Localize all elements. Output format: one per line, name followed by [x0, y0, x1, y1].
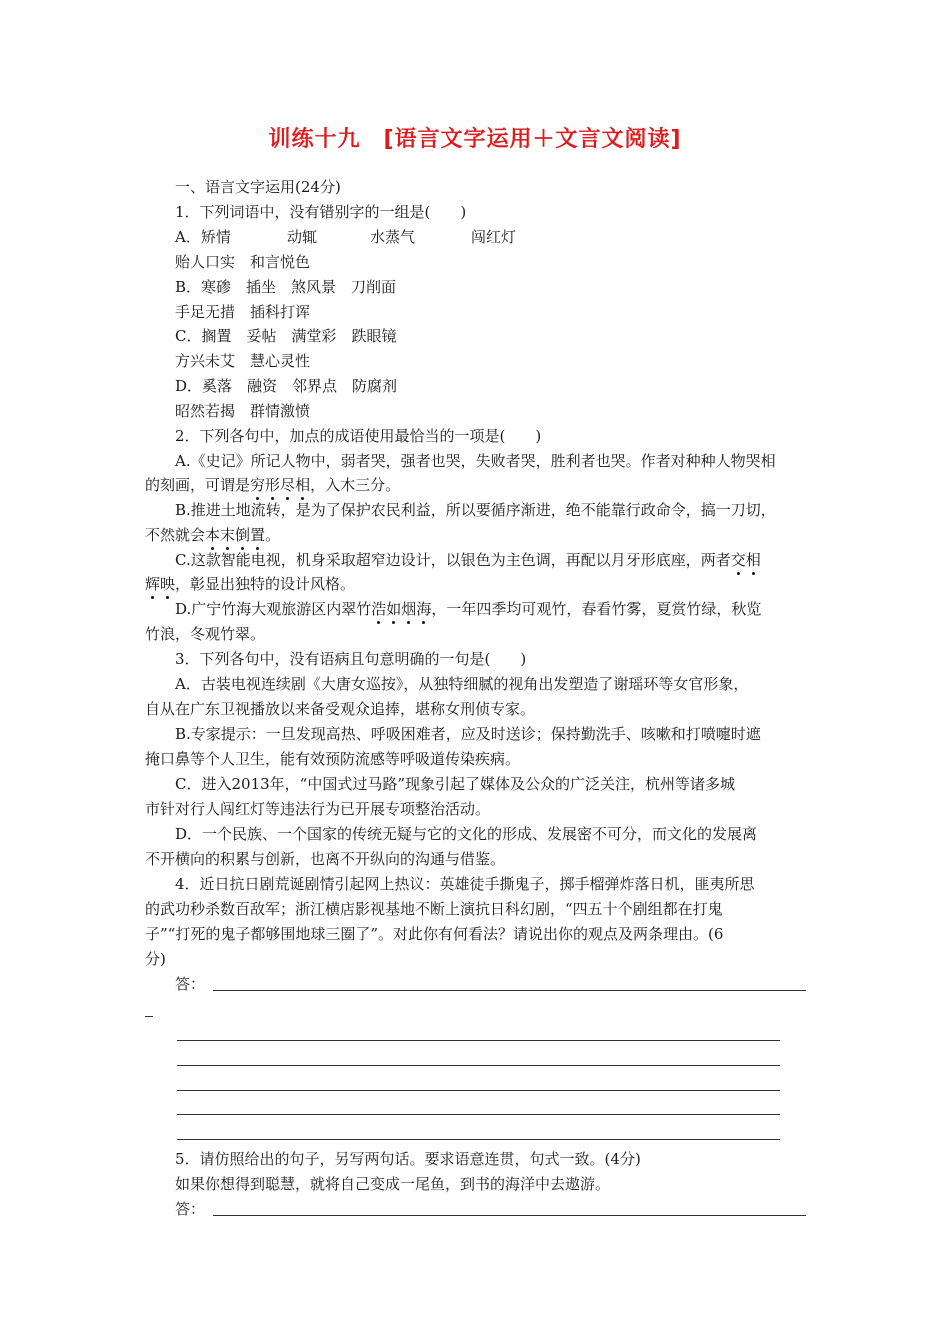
q4-answer-line-stub: [145, 1016, 153, 1017]
dotted-char: 烟: [401, 600, 417, 618]
q2-option-b-line2: [145, 526, 813, 544]
dotted-char: 本: [205, 526, 221, 544]
q4-line3: 子”“打死的鬼子都够围地球三圈了”。对此你有何看法？请说出你的观点及两条理由。(6: [145, 925, 724, 943]
q5-answer-label: 答：: [175, 1200, 206, 1218]
q4-line2: 的武功秒杀数百敌军；浙江横店影视基地不断上演抗日科幻剧，“四五十个剧组都在打鬼: [145, 900, 723, 918]
text-segment: C.这款智能电视，机身采取超窄边设计，以银色为主色调，再配以月牙形底座，两者: [175, 551, 731, 569]
dotted-char: 相: [295, 476, 311, 494]
text-segment: D.广宁竹海大观旅游区内翠竹: [175, 600, 372, 618]
q3-option-a-line1: A．古装电视连续剧《大唐女巡按》，从独特细腻的视角出发塑造了谢瑶环等女官形象，: [175, 675, 749, 693]
q2-option-b-line1: B.推进土地流转，是为了保护农民利益，所以要循序渐进，绝不能靠行政命令，搞一刀切，: [175, 501, 776, 519]
dotted-char: 相: [745, 551, 761, 569]
q5-example: 如果你想得到聪慧，就将自己变成一尾鱼，到书的海洋中去遨游。: [175, 1175, 611, 1193]
q3-option-d-line1: D．一个民族、一个国家的传统无疑与它的文化的形成、发展密不可分，而文化的发展离: [175, 825, 758, 843]
section-heading: 一、语言文字运用(24分): [175, 178, 341, 196]
text-segment: ，彰显出独特的设计风格。: [175, 575, 356, 593]
q4-answer-line[interactable]: [177, 1065, 780, 1066]
q1-option-c-line1: C．搁置 妥帖 满堂彩 跌眼镜: [175, 327, 397, 345]
q2-option-d-line2: 竹浪，冬观竹翠。: [145, 625, 266, 643]
dotted-char: 海: [416, 600, 432, 618]
q4-line1: 4．近日抗日剧荒诞剧情引起网上热议：英雄徒手撕鬼子，掷手榴弹炸落日机，匪夷所思: [175, 875, 755, 893]
dotted-char: 浩: [371, 600, 387, 618]
text-segment: 。: [265, 526, 281, 544]
dotted-char: 尽: [280, 476, 296, 494]
dotted-char: 交: [730, 551, 746, 569]
q2-stem: 2．下列各句中，加点的成语使用最恰当的一项是( ): [175, 427, 542, 445]
q2-option-c-line2: [145, 575, 813, 593]
q4-answer-line[interactable]: [213, 990, 806, 991]
q1-a-word1: A．矫情: [175, 228, 231, 246]
dotted-char: 形: [265, 476, 281, 494]
q4-answer-line[interactable]: [177, 1090, 780, 1091]
q1-option-d-line2: 昭然若揭 群情激愤: [175, 402, 311, 420]
q4-answer-label: 答：: [175, 975, 206, 993]
q2-option-d-line1: [175, 600, 813, 618]
q2-option-a-line2: [145, 476, 813, 494]
q3-option-c-line2: 市针对行人闯红灯等违法行为已开展专项整治活动。: [145, 800, 491, 818]
text-segment: ，一年四季均可观竹，春看竹雾，夏赏竹绿，秋览: [431, 600, 762, 618]
q4-answer-line[interactable]: [177, 1040, 780, 1041]
q5-stem: 5．请仿照给出的句子，另写两句话。要求语意连贯，句式一致。(4分): [175, 1150, 641, 1168]
dotted-char: 倒: [235, 526, 251, 544]
q1-option-b-line2: 手足无措 插科打诨: [175, 303, 311, 321]
q1-option-d-line1: D．奚落 融资 邻界点 防腐剂: [175, 377, 398, 395]
q1-a-word4: 闯红灯: [471, 228, 517, 246]
q4-answer-line[interactable]: [177, 1114, 780, 1115]
q5-answer-line[interactable]: [213, 1215, 806, 1216]
q1-stem: 1．下列词语中，没有错别字的一组是( ): [175, 203, 467, 221]
dotted-char: 如: [386, 600, 402, 618]
q3-option-d-line2: 不开横向的积累与创新，也离不开纵向的沟通与借鉴。: [145, 850, 506, 868]
dotted-char: 辉: [145, 575, 161, 593]
q1-option-a-line2: 贻人口实 和言悦色: [175, 253, 311, 271]
q3-option-b-line2: 掩口鼻等个人卫生，能有效预防流感等呼吸道传染疾病。: [145, 750, 521, 768]
q2-option-a-line1: A.《史记》所记人物中，弱者哭，强者也哭，失败者哭，胜利者也哭。作者对种种人物哭相: [175, 452, 776, 470]
q4-line4: 分): [145, 950, 166, 968]
q3-option-b-line1: B.专家提示：一旦发现高热、呼吸困难者，应及时送诊；保持勤洗手、咳嗽和打喷嚏时遮: [175, 725, 761, 743]
text-segment: 不然就会: [145, 526, 206, 544]
q1-option-c-line2: 方兴未艾 慧心灵性: [175, 352, 311, 370]
text-segment: ，入木三分。: [310, 476, 401, 494]
q3-stem: 3．下列各句中，没有语病且句意明确的一句是( ): [175, 650, 527, 668]
page-title: 训练十九 [语言文字运用＋文言文阅读]: [268, 127, 682, 152]
dotted-char: 置: [250, 526, 266, 544]
q1-a-word3: 水蒸气: [370, 228, 416, 246]
dotted-char: 映: [160, 575, 176, 593]
q4-answer-line[interactable]: [177, 1139, 780, 1140]
q3-option-a-line2: 自从在广东卫视播放以来备受观众追捧，堪称女刑侦专家。: [145, 700, 536, 718]
q3-option-c-line1: C．进入2013年，“中国式过马路”现象引起了媒体及公众的广泛关注，杭州等诸多城: [175, 775, 735, 793]
text-segment: 的刻画，可谓是: [145, 476, 251, 494]
dotted-char: 穷: [250, 476, 266, 494]
q1-option-b-line1: B．寒碜 插坐 煞风景 刀削面: [175, 278, 397, 296]
dotted-char: 末: [220, 526, 236, 544]
q1-a-word2: 动辄: [287, 228, 318, 246]
q2-option-c-line1: [175, 551, 813, 569]
